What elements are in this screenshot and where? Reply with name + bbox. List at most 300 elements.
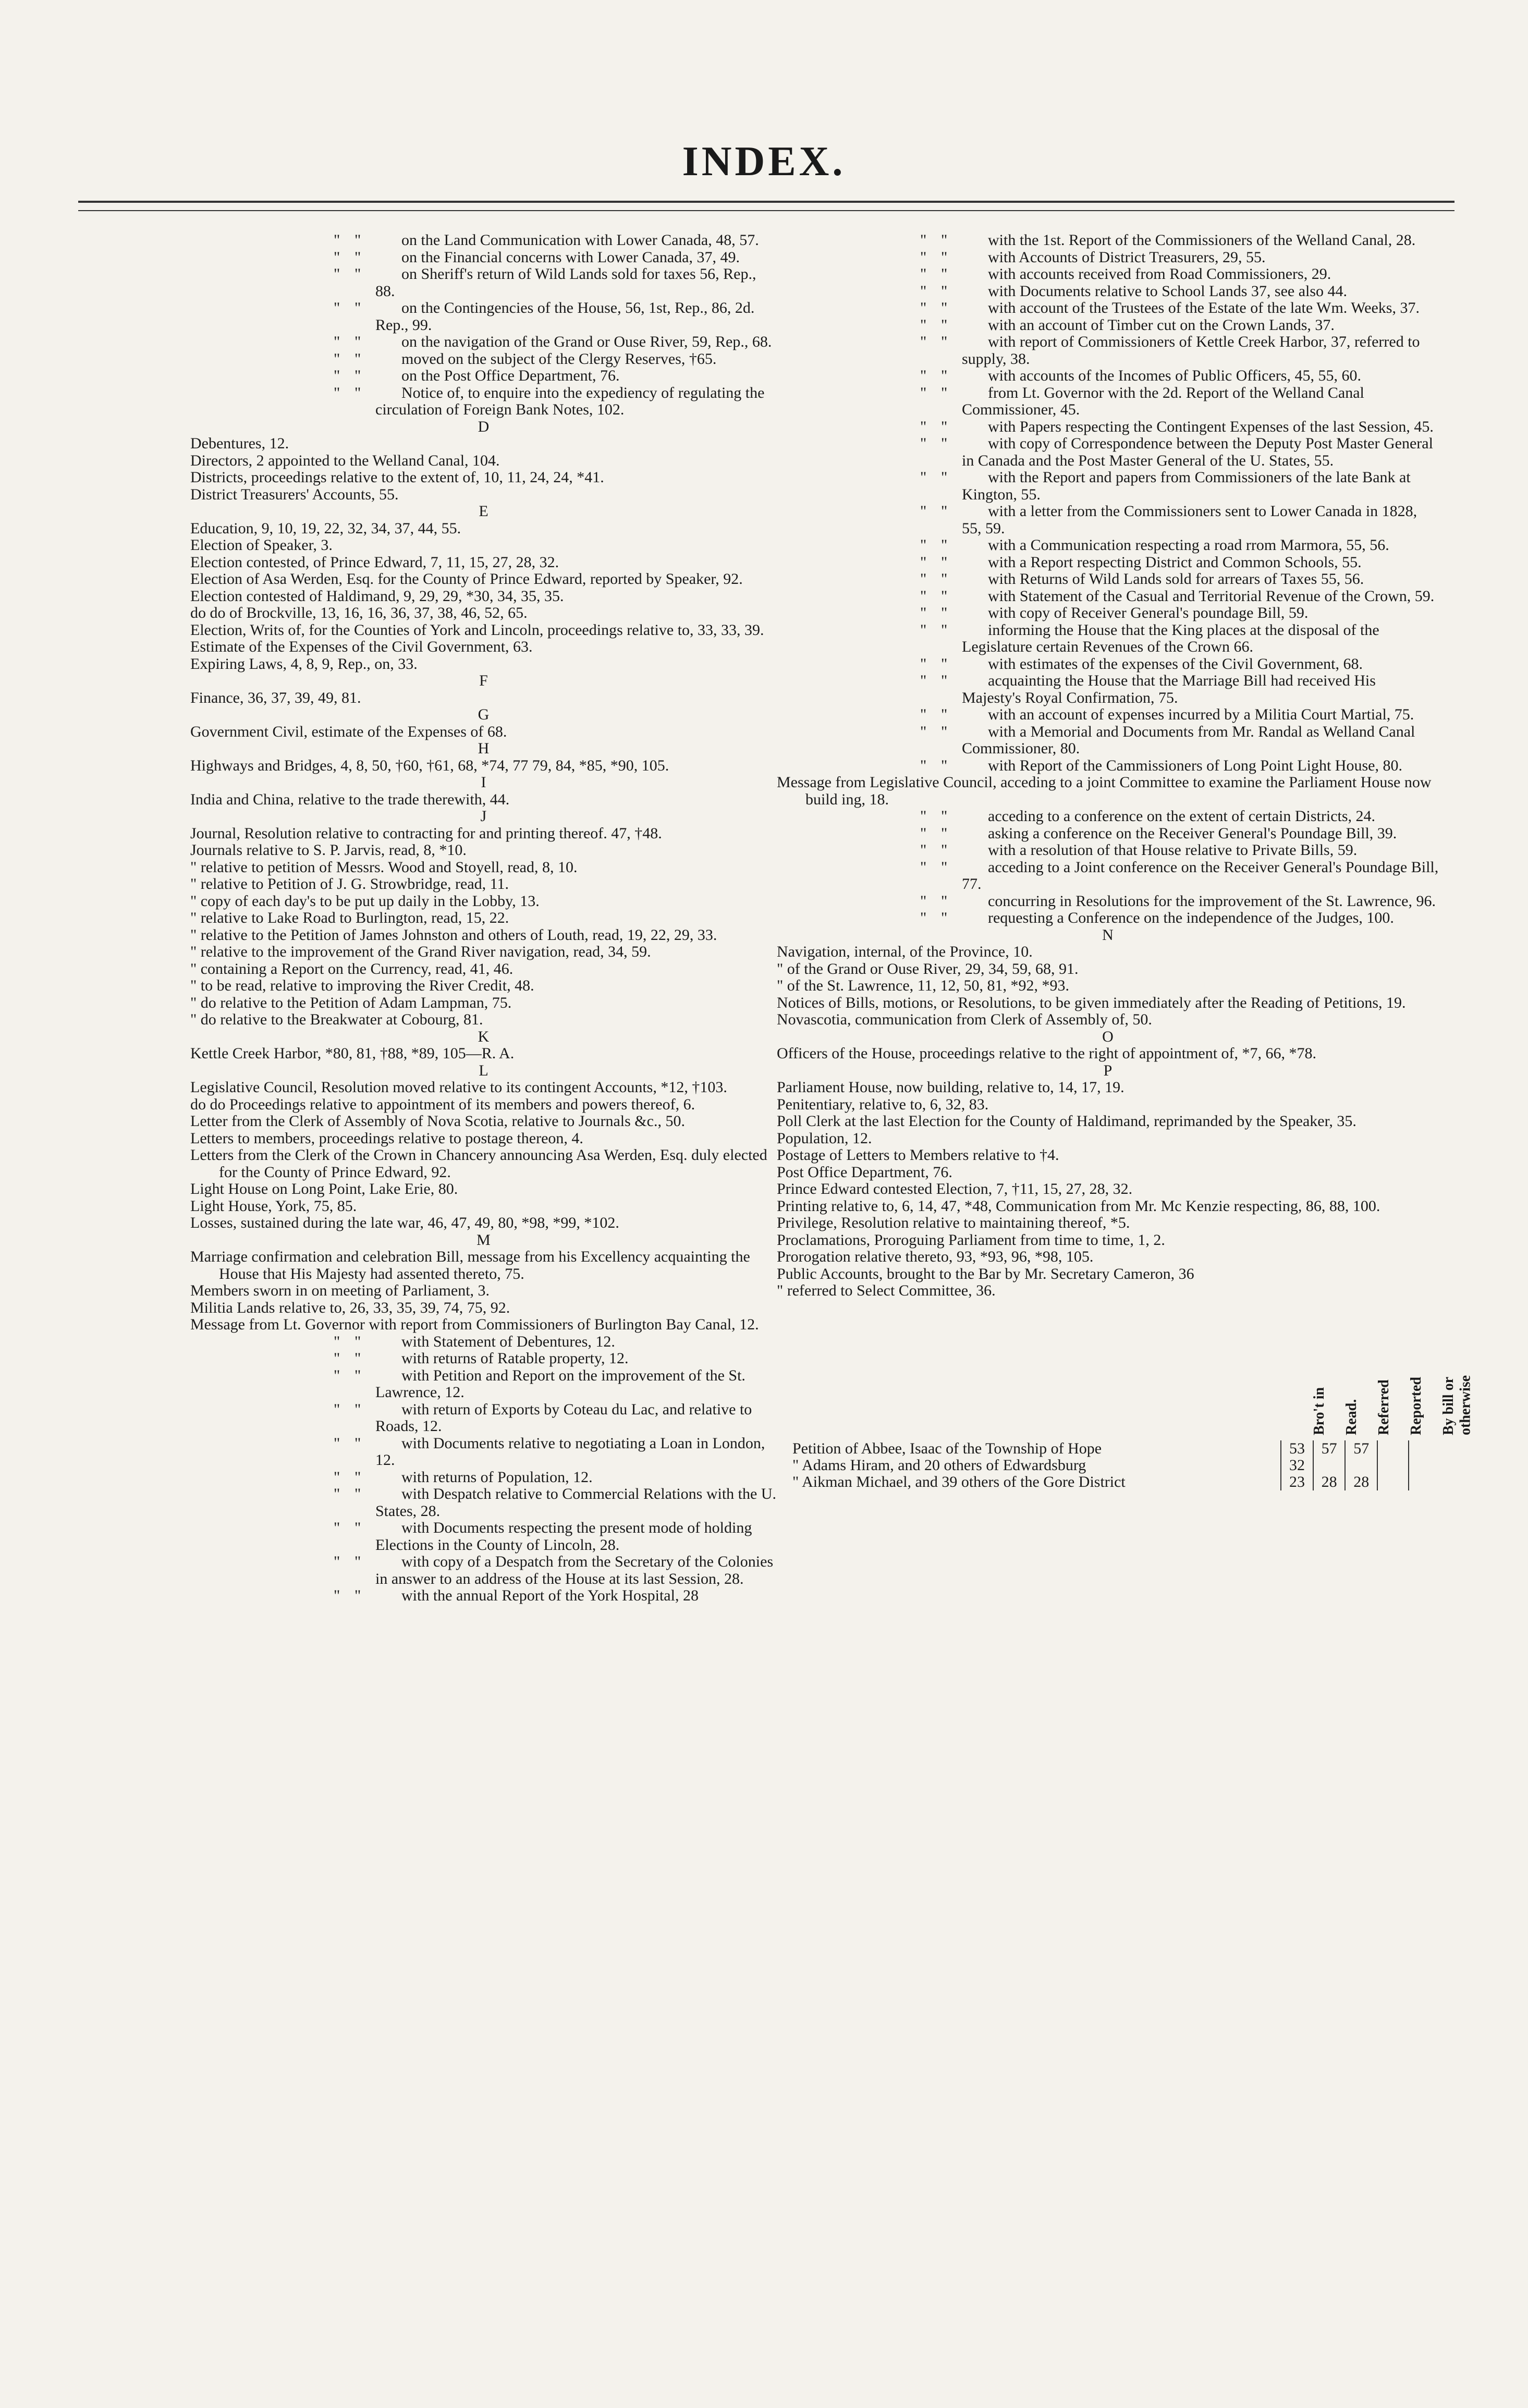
petition-cell — [1409, 1474, 1439, 1490]
ditto-mark: " — [920, 621, 927, 639]
entry-text: acquainting the House that the Marriage Bill had received His Majesty's Royal Confirmation, 75. — [962, 672, 1376, 706]
ditto-mark: " — [920, 808, 927, 825]
index-entry: Notices of Bills, motions, or Resolutions, to be given immediately after the Reading of Petitions, 19. — [777, 994, 1406, 1011]
index-subentry — [777, 385, 1439, 419]
index-entry: Journal, Resolution relative to contracting for and printing thereof. 47, †48. — [190, 824, 662, 842]
petition-header — [777, 1315, 1474, 1440]
ditto-mark: " — [941, 858, 948, 876]
ditto-mark: " — [941, 706, 948, 723]
ditto-mark: " — [941, 655, 948, 673]
ditto-mark: " — [920, 299, 927, 316]
ditto-mark: " — [941, 367, 948, 384]
index-entry: Legislative Council, Resolution moved relative to its contingent Accounts, *12, †103. — [190, 1079, 727, 1096]
ditto-mark: " — [334, 1400, 340, 1418]
ditto-mark: " — [920, 892, 927, 910]
index-subentry — [190, 300, 777, 334]
index-subentry — [777, 673, 1439, 706]
index-subentry — [190, 1554, 777, 1587]
entry-text: on Sheriff's return of Wild Lands sold for taxes 56, Rep., 88. — [375, 265, 756, 300]
entry-text: acceding to a conference on the extent of certain Districts, 24. — [988, 808, 1376, 825]
page-title: INDEX. — [682, 139, 846, 185]
petition-cell: 57 — [1345, 1440, 1377, 1457]
petition-cell: 32 — [1281, 1457, 1313, 1474]
index-entry: Members sworn in on meeting of Parliament, 3. — [190, 1282, 490, 1299]
index-entry: " do relative to the Breakwater at Cobourg, 81. — [190, 1011, 483, 1028]
section-letter: D — [478, 418, 490, 435]
entry-text: with Report of the Cammissioners of Long Point Light House, 80. — [988, 756, 1402, 774]
petition-column-header: Reported — [1408, 1376, 1424, 1435]
ditto-mark: " — [920, 672, 927, 689]
index-entry: Light House on Long Point, Lake Erie, 80. — [190, 1180, 458, 1197]
entry-text: with a Memorial and Documents from Mr. Randal as Welland Canal Commissioner, 80. — [962, 723, 1415, 757]
petition-cell: 28 — [1313, 1474, 1346, 1490]
petition-cell — [1377, 1440, 1408, 1457]
entry-text: with the 1st. Report of the Commissioners of the Welland Canal, 28. — [988, 231, 1416, 249]
petition-name: " Aikman Michael, and 39 others of the Gore District — [792, 1473, 1126, 1490]
ditto-mark: " — [941, 536, 948, 554]
ditto-mark: " — [941, 621, 948, 639]
ditto-mark: " — [334, 1434, 340, 1452]
petition-cell — [1377, 1474, 1408, 1490]
ditto-mark: " — [334, 384, 340, 401]
index-entry: Directors, 2 appointed to the Welland Canal, 104. — [190, 451, 500, 469]
entry-text: with Papers respecting the Contingent Expenses of the last Session, 45. — [988, 418, 1434, 435]
entry-text: with Documents respecting the present mode of holding Elections in the County of Lincoln, 28. — [375, 1519, 752, 1554]
ditto-mark: " — [920, 587, 927, 605]
ditto-mark: " — [920, 841, 927, 859]
petition-cell: 23 — [1281, 1474, 1313, 1490]
section-letter: E — [479, 503, 488, 520]
petition-row — [777, 1474, 1439, 1490]
index-subentry — [190, 1334, 777, 1351]
ditto-mark: " — [355, 265, 361, 283]
entry-text: Notice of, to enquire into the expediency of regulating the circulation of Foreign Bank Notes, 102. — [375, 384, 765, 418]
entry-text: requesting a Conference on the independence of the Judges, 100. — [988, 909, 1394, 926]
index-entry: Navigation, internal, of the Province, 10. — [777, 943, 1033, 960]
index-subentry — [190, 249, 777, 266]
entry-text: on the navigation of the Grand or Ouse River, 59, Rep., 68. — [401, 333, 772, 350]
ditto-mark: " — [941, 604, 948, 621]
index-entry: Penitentiary, relative to, 6, 32, 83. — [777, 1095, 989, 1113]
ditto-mark: " — [941, 248, 948, 266]
index-subentry — [777, 571, 1439, 588]
ditto-mark: " — [920, 536, 927, 554]
ditto-mark: " — [334, 333, 340, 350]
ditto-mark: " — [941, 282, 948, 300]
ditto-mark: " — [941, 316, 948, 334]
index-entry: Kettle Creek Harbor, *80, 81, †88, *89, 105—R. A. — [190, 1045, 515, 1062]
index-subentry — [777, 537, 1439, 554]
index-entry: Printing relative to, 6, 14, 47, *48, Communication from Mr. Mc Kenzie respecting, 86, 88, 100. — [777, 1197, 1380, 1215]
ditto-mark: " — [941, 723, 948, 740]
ditto-mark: " — [334, 1519, 340, 1536]
right-column — [777, 231, 1474, 1490]
entry-text: with Despatch relative to Commercial Relations with the U. States, 28. — [375, 1485, 776, 1520]
section-letter: H — [478, 740, 490, 757]
ditto-mark: " — [920, 503, 927, 520]
index-subentry — [777, 232, 1439, 249]
section-letter: L — [479, 1061, 488, 1079]
index-entry: Letter from the Clerk of Assembly of Nova Scotia, relative to Journals &c., 50. — [190, 1113, 685, 1130]
ditto-mark: " — [334, 350, 340, 368]
index-subentry — [190, 1520, 777, 1554]
petition-name: " Adams Hiram, and 20 others of Edwardsburg — [792, 1456, 1086, 1474]
index-subentry — [777, 317, 1439, 334]
index-subentry — [777, 893, 1439, 910]
entry-text: with Statement of the Casual and Territorial Revenue of the Crown, 59. — [988, 587, 1435, 605]
index-entry: Public Accounts, brought to the Bar by Mr. Secretary Cameron, 36 — [777, 1265, 1194, 1282]
section-letter: K — [478, 1028, 490, 1045]
ditto-mark: " — [355, 1519, 361, 1536]
entry-text: with a resolution of that House relative to Private Bills, 59. — [988, 841, 1358, 859]
ditto-mark: " — [941, 265, 948, 283]
petition-column-header: Referred — [1376, 1379, 1392, 1435]
section-letter: G — [478, 706, 490, 723]
petition-row — [777, 1440, 1439, 1457]
entry-text: with Documents relative to negotiating a Loan in London, 12. — [375, 1434, 765, 1469]
petition-column-header: By bill or otherwise — [1440, 1375, 1474, 1435]
entry-text: from Lt. Governor with the 2d. Report of the Welland Canal Commissioner, 45. — [962, 384, 1364, 418]
ditto-mark: " — [941, 587, 948, 605]
petition-cell — [1409, 1440, 1439, 1457]
index-entry: " of the St. Lawrence, 11, 12, 50, 81, *92, *93. — [777, 977, 1070, 994]
index-entry: Post Office Department, 76. — [777, 1163, 952, 1181]
entry-text: with account of the Trustees of the Estate of the late Wm. Weeks, 37. — [988, 299, 1420, 316]
index-entry: India and China, relative to the trade therewith, 44. — [190, 790, 510, 808]
ditto-mark: " — [920, 723, 927, 740]
entry-text: acceding to a Joint conference on the Receiver General's Poundage Bill, 77. — [962, 858, 1439, 893]
index-entry: Letters to members, proceedings relative to postage thereon, 4. — [190, 1129, 583, 1147]
index-entry: Message from Legislative Council, acceding to a joint Committee to examine the Parliament House now build ing, 18. — [777, 774, 1432, 808]
entry-text: with returns of Population, 12. — [401, 1468, 593, 1486]
index-entry: " referred to Select Committee, 36. — [777, 1282, 996, 1299]
index-entry: " relative to petition of Messrs. Wood and Stoyell, read, 8, 10. — [190, 858, 578, 876]
ditto-mark: " — [941, 469, 948, 486]
index-entry: Districts, proceedings relative to the extent of, 10, 11, 24, 24, *41. — [190, 469, 604, 486]
section-letter: O — [1102, 1028, 1114, 1045]
index-entry: Poll Clerk at the last Election for the County of Haldimand, reprimanded by the Speaker, 35. — [777, 1113, 1356, 1130]
entry-text: with the annual Report of the York Hospital, 28 — [401, 1587, 699, 1604]
index-subentry — [777, 588, 1439, 605]
index-subentry — [777, 469, 1439, 503]
right-entries — [777, 232, 1439, 1300]
index-entry: Prince Edward contested Election, 7, †11, 15, 27, 28, 32. — [777, 1180, 1133, 1197]
ditto-mark: " — [920, 909, 927, 926]
ditto-mark: " — [334, 299, 340, 316]
index-subentry — [777, 622, 1439, 656]
index-entry: Journals relative to S. P. Jarvis, read, 8, *10. — [190, 841, 467, 859]
ditto-mark: " — [334, 248, 340, 266]
ditto-mark: " — [941, 841, 948, 859]
index-subentry — [190, 385, 777, 419]
entry-text: informing the House that the King places at the disposal of the Legislature certain Revenues of the Crown 66. — [962, 621, 1379, 655]
ditto-mark: " — [941, 824, 948, 842]
ditto-mark: " — [355, 384, 361, 401]
index-entry: Parliament House, now building, relative to, 14, 17, 19. — [777, 1079, 1124, 1096]
index-entry: " of the Grand or Ouse River, 29, 34, 59, 68, 91. — [777, 960, 1079, 977]
index-entry: Message from Lt. Governor with report from Commissioners of Burlington Bay Canal, 12. — [190, 1316, 759, 1333]
ditto-mark: " — [920, 655, 927, 673]
petition-cell: 28 — [1345, 1474, 1377, 1490]
ditto-mark: " — [334, 1366, 340, 1384]
ditto-mark: " — [355, 350, 361, 368]
index-subentry — [190, 232, 777, 249]
ditto-mark: " — [334, 265, 340, 283]
section-letter: J — [480, 808, 487, 825]
entry-text: with accounts received from Road Commissioners, 29. — [988, 265, 1331, 283]
index-entry: Losses, sustained during the late war, 46, 47, 49, 80, *98, *99, *102. — [190, 1214, 619, 1231]
entry-text: with returns of Ratable property, 12. — [401, 1350, 629, 1367]
entry-text: with an account of expenses incurred by a Militia Court Martial, 75. — [988, 706, 1414, 723]
index-entry: do do of Brockville, 13, 16, 16, 36, 37, 38, 46, 52, 65. — [190, 604, 528, 621]
entry-text: with the Report and papers from Commissioners of the late Bank at Kington, 55. — [962, 469, 1411, 503]
title-rule — [78, 201, 1454, 203]
index-entry: Election contested of Haldimand, 9, 29, 29, *30, 34, 35, 35. — [190, 587, 564, 605]
entry-text: on the Post Office Department, 76. — [401, 367, 620, 384]
ditto-mark: " — [355, 299, 361, 316]
ditto-mark: " — [920, 265, 927, 283]
ditto-mark: " — [334, 1468, 340, 1486]
petition-name: Petition of Abbee, Isaac of the Township of Hope — [792, 1439, 1102, 1457]
ditto-mark: " — [355, 1333, 361, 1350]
index-entry: " relative to Petition of J. G. Strowbridge, read, 11. — [190, 875, 509, 893]
ditto-mark: " — [920, 248, 927, 266]
entry-text: with Documents relative to School Lands 37, see also 44. — [988, 282, 1348, 300]
index-entry: " containing a Report on the Currency, read, 41, 46. — [190, 960, 514, 977]
section-letter: I — [481, 774, 486, 791]
petition-cell — [1313, 1457, 1346, 1474]
petition-column-header: Bro't in — [1311, 1387, 1327, 1435]
ditto-mark: " — [355, 1553, 361, 1570]
index-subentry — [777, 656, 1439, 673]
ditto-mark: " — [920, 858, 927, 876]
ditto-mark: " — [920, 418, 927, 435]
entry-text: with estimates of the expenses of the Civil Government, 68. — [988, 655, 1363, 673]
index-subentry — [777, 825, 1439, 842]
ditto-mark: " — [941, 333, 948, 350]
index-entry: District Treasurers' Accounts, 55. — [190, 485, 399, 503]
index-entry: Debentures, 12. — [190, 435, 289, 452]
index-subentry — [777, 503, 1439, 537]
index-subentry — [190, 1587, 777, 1605]
ditto-mark: " — [920, 231, 927, 249]
index-entry: Election of Speaker, 3. — [190, 536, 333, 554]
entry-text: with a letter from the Commissioners sent to Lower Canada in 1828, 55, 59. — [962, 503, 1417, 537]
index-subentry — [777, 283, 1439, 300]
ditto-mark: " — [920, 824, 927, 842]
index-subentry — [777, 249, 1439, 266]
ditto-mark: " — [355, 1366, 361, 1384]
index-entry: Marriage confirmation and celebration Bill, message from his Excellency acquainting the House that His Majesty had assented thereto, 75. — [190, 1248, 750, 1282]
index-entry: Election contested, of Prince Edward, 7, 11, 15, 27, 28, 32. — [190, 553, 559, 571]
petition-row — [777, 1457, 1439, 1474]
index-entry: Novascotia, communication from Clerk of Assembly of, 50. — [777, 1011, 1152, 1028]
entry-text: asking a conference on the Receiver General's Poundage Bill, 39. — [988, 824, 1397, 842]
ditto-mark: " — [941, 299, 948, 316]
index-entry: " to be read, relative to improving the River Credit, 48. — [190, 977, 534, 994]
petition-table — [777, 1440, 1439, 1490]
ditto-mark: " — [334, 367, 340, 384]
index-entry: Militia Lands relative to, 26, 33, 35, 39, 74, 75, 92. — [190, 1299, 510, 1316]
index-subentry — [777, 605, 1439, 622]
index-entry: Election, Writs of, for the Counties of York and Lincoln, proceedings relative to, 33, 33, 39. — [190, 621, 764, 639]
ditto-mark: " — [334, 1553, 340, 1570]
entry-text: with a Report respecting District and Common Schools, 55. — [988, 553, 1362, 571]
ditto-mark: " — [920, 384, 927, 401]
ditto-mark: " — [920, 367, 927, 384]
ditto-mark: " — [920, 316, 927, 334]
index-entry: Letters from the Clerk of the Crown in Chancery announcing Asa Werden, Esq. duly elected for the County of Prince Edward, 92. — [190, 1146, 767, 1181]
petition-column-header: Read. — [1343, 1399, 1360, 1435]
index-subentry — [190, 266, 777, 300]
title-rule-thin — [78, 210, 1454, 211]
entry-text: with return of Exports by Coteau du Lac, and relative to Roads, 12. — [375, 1400, 752, 1435]
entry-text: with copy of Correspondence between the Deputy Post Master General in Canada and the Post Master General of the U. States, 55. — [962, 435, 1433, 469]
ditto-mark: " — [355, 1434, 361, 1452]
ditto-mark: " — [334, 231, 340, 249]
index-entry: Light House, York, 75, 85. — [190, 1197, 357, 1215]
entry-text: with copy of Receiver General's poundage Bill, 59. — [988, 604, 1309, 621]
index-subentry — [777, 419, 1439, 436]
index-subentry — [777, 435, 1439, 469]
index-subentry — [777, 724, 1439, 757]
ditto-mark: " — [920, 469, 927, 486]
index-entry: Privilege, Resolution relative to maintaining thereof, *5. — [777, 1214, 1130, 1231]
ditto-mark: " — [355, 367, 361, 384]
entry-text: on the Financial concerns with Lower Canada, 37, 49. — [401, 248, 740, 266]
ditto-mark: " — [941, 892, 948, 910]
index-entry: Prorogation relative thereto, 93, *93, 96, *98, 105. — [777, 1248, 1094, 1265]
entry-text: on the Contingencies of the House, 56, 1st, Rep., 86, 2d. Rep., 99. — [375, 299, 755, 334]
index-entry: Postage of Letters to Members relative to †4. — [777, 1146, 1059, 1164]
index-subentry — [777, 842, 1439, 859]
ditto-mark: " — [355, 248, 361, 266]
ditto-mark: " — [941, 384, 948, 401]
index-entry: " do relative to the Petition of Adam Lampman, 75. — [190, 994, 512, 1011]
index-entry: " relative to the improvement of the Grand River navigation, read, 34, 59. — [190, 943, 651, 960]
index-subentry — [190, 1435, 777, 1469]
section-letter: F — [479, 672, 488, 689]
entry-text: with report of Commissioners of Kettle Creek Harbor, 37, referred to supply, 38. — [962, 333, 1420, 368]
ditto-mark: " — [941, 418, 948, 435]
index-subentry — [777, 334, 1439, 368]
index-entry: Expiring Laws, 4, 8, 9, Rep., on, 33. — [190, 655, 418, 673]
index-subentry — [190, 334, 777, 351]
ditto-mark: " — [334, 1333, 340, 1350]
ditto-mark: " — [355, 333, 361, 350]
index-subentry — [777, 266, 1439, 283]
ditto-mark: " — [920, 570, 927, 588]
petition-cell: 57 — [1313, 1440, 1346, 1457]
ditto-mark: " — [941, 808, 948, 825]
index-subentry — [190, 1469, 777, 1486]
index-subentry — [777, 808, 1439, 825]
entry-text: with Statement of Debentures, 12. — [401, 1333, 615, 1350]
entry-text: concurring in Resolutions for the improvement of the St. Lawrence, 96. — [988, 892, 1436, 910]
index-entry: Government Civil, estimate of the Expenses of 68. — [190, 723, 507, 740]
index-subentry — [190, 351, 777, 368]
ditto-mark: " — [941, 231, 948, 249]
petition-cell: 53 — [1281, 1440, 1313, 1457]
section-letter: M — [476, 1231, 491, 1249]
index-subentry — [190, 368, 777, 385]
ditto-mark: " — [355, 1485, 361, 1502]
index-subentry — [190, 1401, 777, 1435]
ditto-mark: " — [941, 570, 948, 588]
entry-text: with copy of a Despatch from the Secretary of the Colonies in answer to an address of the House at its last Session, 28. — [375, 1553, 774, 1587]
ditto-mark: " — [355, 1400, 361, 1418]
entry-text: with an account of Timber cut on the Crown Lands, 37. — [988, 316, 1335, 334]
index-subentry — [777, 706, 1439, 724]
index-subentry — [777, 368, 1439, 385]
index-subentry — [190, 1367, 777, 1401]
left-column — [190, 232, 777, 1605]
ditto-mark: " — [334, 1485, 340, 1502]
index-entry: " relative to the Petition of James Johnston and others of Louth, read, 19, 22, 29, 33. — [190, 926, 717, 944]
entry-text: with a Communication respecting a road rrom Marmora, 55, 56. — [988, 536, 1389, 554]
section-letter: N — [1102, 926, 1114, 944]
ditto-mark: " — [941, 435, 948, 452]
index-entry: " copy of each day's to be put up daily in the Lobby, 13. — [190, 892, 540, 910]
ditto-mark: " — [355, 1468, 361, 1486]
index-entry: Officers of the House, proceedings relative to the right of appointment of, *7, 66, *78. — [777, 1045, 1317, 1062]
ditto-mark: " — [920, 706, 927, 723]
ditto-mark: " — [920, 756, 927, 774]
index-entry: Proclamations, Proroguing Parliament from time to time, 1, 2. — [777, 1231, 1165, 1249]
entry-text: with Returns of Wild Lands sold for arrears of Taxes 55, 56. — [988, 570, 1364, 588]
index-subentry — [777, 554, 1439, 571]
ditto-mark: " — [920, 553, 927, 571]
entry-text: on the Land Communication with Lower Canada, 48, 57. — [401, 231, 759, 249]
ditto-mark: " — [941, 672, 948, 689]
ditto-mark: " — [920, 604, 927, 621]
ditto-mark: " — [941, 553, 948, 571]
index-entry: Finance, 36, 37, 39, 49, 81. — [190, 689, 361, 706]
index-entry: Election of Asa Werden, Esq. for the County of Prince Edward, reported by Speaker, 92. — [190, 570, 743, 588]
index-subentry — [777, 300, 1439, 317]
entry-text: with accounts of the Incomes of Public Officers, 45, 55, 60. — [988, 367, 1361, 384]
ditto-mark: " — [334, 1587, 340, 1604]
ditto-mark: " — [941, 503, 948, 520]
ditto-mark: " — [355, 1587, 361, 1604]
ditto-mark: " — [920, 333, 927, 350]
index-entry: " relative to Lake Road to Burlington, read, 15, 22. — [190, 909, 509, 926]
index-entry: Estimate of the Expenses of the Civil Government, 63. — [190, 638, 533, 655]
index-subentry — [190, 1486, 777, 1520]
ditto-mark: " — [334, 1350, 340, 1367]
ditto-mark: " — [920, 435, 927, 452]
entry-text: with Accounts of District Treasurers, 29, 55. — [988, 248, 1266, 266]
ditto-mark: " — [941, 756, 948, 774]
entry-text: with Petition and Report on the improvement of the St. Lawrence, 12. — [375, 1366, 745, 1401]
index-entry: Population, 12. — [777, 1129, 872, 1147]
entry-text: moved on the subject of the Clergy Reserves, †65. — [401, 350, 717, 368]
ditto-mark: " — [355, 231, 361, 249]
ditto-mark: " — [920, 282, 927, 300]
ditto-mark: " — [355, 1350, 361, 1367]
index-subentry — [190, 1350, 777, 1367]
index-subentry — [777, 859, 1439, 893]
ditto-mark: " — [941, 909, 948, 926]
index-entry: Highways and Bridges, 4, 8, 50, †60, †61, 68, *74, 77 79, 84, *85, *90, 105. — [190, 756, 669, 774]
petition-cell — [1345, 1457, 1377, 1474]
section-letter: P — [1103, 1061, 1113, 1079]
petition-cell — [1377, 1457, 1408, 1474]
index-subentry — [777, 910, 1439, 927]
petition-cell — [1409, 1457, 1439, 1474]
index-subentry — [777, 757, 1439, 775]
index-entry: do do Proceedings relative to appointment of its members and powers thereof, 6. — [190, 1095, 695, 1113]
